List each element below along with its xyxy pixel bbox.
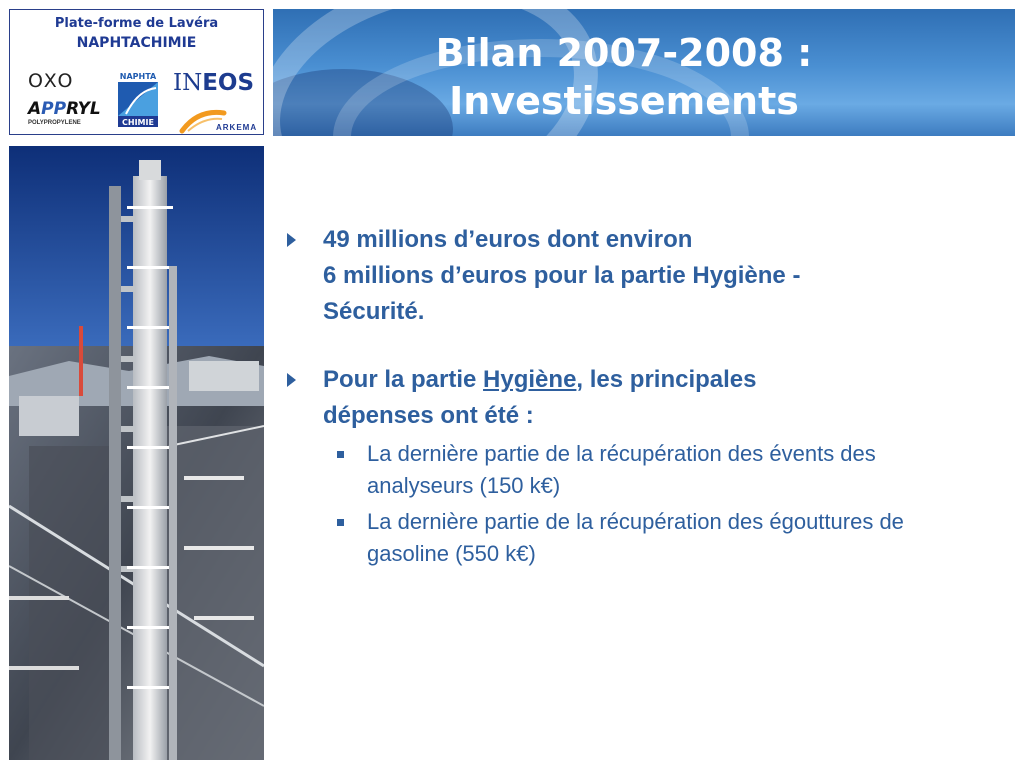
appryl-ryl: RYL (66, 99, 101, 119)
ineos-in: IN (173, 70, 203, 96)
slide-title (273, 29, 1015, 125)
appryl-a: A (28, 99, 42, 119)
naphtachimie-logo (116, 70, 160, 136)
slide-body (283, 222, 1003, 570)
sub-bullet-text-line: La dernière partie de la récupération des évents des (367, 441, 876, 466)
slide-title-line1: Bilan 2007-2008 : (435, 31, 813, 75)
bullet-text-line: dépenses ont été : (323, 402, 534, 429)
appryl-pp: PP (41, 99, 67, 119)
appryl-logo (28, 99, 101, 119)
platform-name: Plate-forme de Lavéra (54, 16, 219, 31)
sub-bullet-text-line: analyseurs (150 k€) (367, 473, 561, 498)
square-bullet-icon (337, 519, 344, 526)
title-banner (273, 9, 1015, 136)
naphta-bottom-text: CHIMIE (122, 118, 154, 127)
bullet-text-suffix: , les principales (576, 366, 757, 393)
ineos-logo (173, 70, 254, 96)
sub-bullet-text-line: La dernière partie de la récupération des égouttures de (367, 509, 904, 534)
arkema-text: ARKEMA (216, 123, 258, 132)
bullet-text-line: 6 millions d’euros pour la partie Hygiène - (323, 262, 801, 289)
bullet-text-prefix: Pour la partie (323, 366, 484, 393)
sub-bullet-text-line: gasoline (550 k€) (367, 541, 536, 566)
triangle-bullet-icon (287, 233, 296, 247)
company-name: NAPHTACHIMIE (76, 35, 197, 51)
company-logos-panel (9, 9, 264, 135)
triangle-bullet-icon (287, 373, 296, 387)
naphta-top-text: NAPHTA (119, 72, 157, 81)
sub-bullet-analyzers (283, 438, 1003, 502)
bullet-hygiene (283, 362, 1003, 434)
underlined-word: Hygiène (483, 366, 577, 393)
ineos-eos: EOS (202, 70, 255, 96)
bullet-text-line: 49 millions d’euros dont environ (323, 226, 693, 253)
refinery-photo (9, 146, 264, 760)
bullet-text-line (323, 362, 1003, 398)
bullet-investments (283, 222, 1003, 330)
oxo-logo: OXO (28, 70, 75, 92)
bullet-text-line: Sécurité. (323, 298, 425, 325)
square-bullet-icon (337, 451, 344, 458)
slide-title-line2: Investissements (449, 79, 799, 123)
sub-bullet-gasoline (283, 506, 1003, 570)
appryl-subtitle: POLYPROPYLENE (28, 120, 81, 126)
